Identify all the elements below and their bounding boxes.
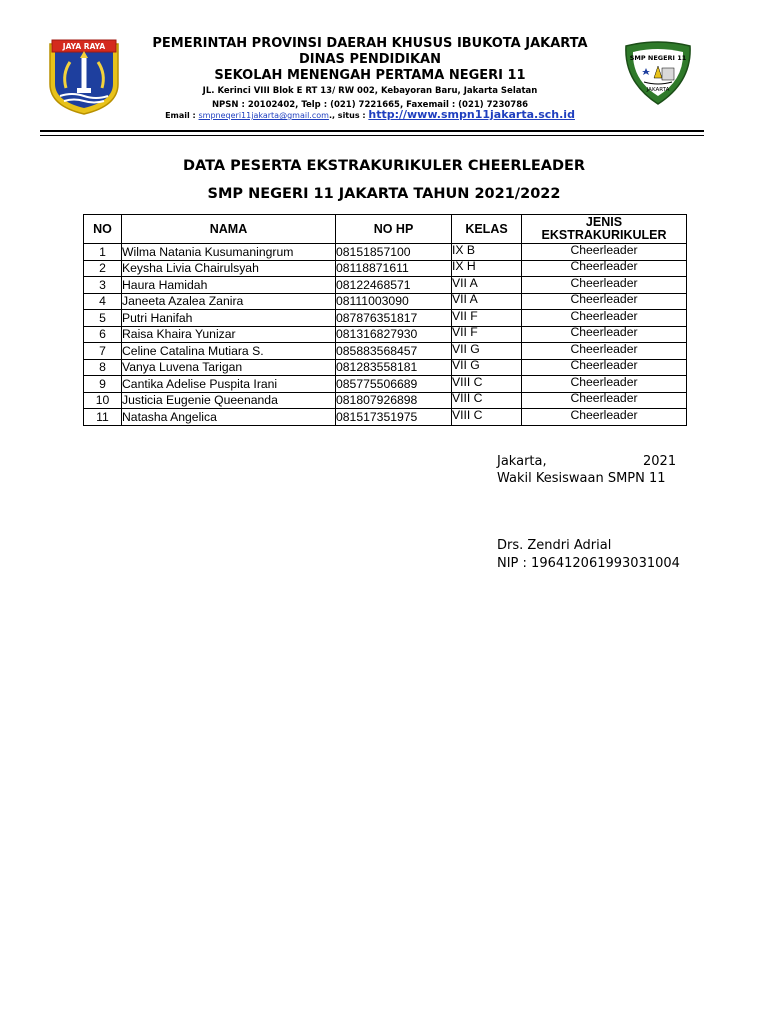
jenis-value: Cheerleader — [570, 341, 638, 356]
cell-kelas — [452, 293, 522, 310]
cell-hp: 081316827930 — [336, 326, 452, 343]
table-row — [84, 277, 687, 294]
header-jenis-line1: JENIS — [585, 215, 623, 229]
jenis-value: Cheerleader — [570, 374, 638, 389]
cell-kelas — [452, 326, 522, 343]
cell-jenis — [522, 326, 687, 343]
cell-kelas — [452, 277, 522, 294]
cell-no: 8 — [84, 359, 122, 376]
cell-nama: Haura Hamidah — [122, 277, 336, 294]
header-jenis-line2: EKSTRAKURIKULER — [541, 228, 667, 242]
jakarta-crest-logo — [46, 38, 122, 116]
cell-hp: 081283558181 — [336, 359, 452, 376]
cell-nama: Vanya Luvena Tarigan — [122, 359, 336, 376]
table-row — [84, 293, 687, 310]
table-row — [84, 392, 687, 409]
letterhead-email-site — [118, 108, 622, 121]
jenis-value: Cheerleader — [570, 308, 638, 323]
school-logo-bottom-text: JAKARTA — [646, 87, 670, 93]
participants-table — [83, 214, 687, 426]
jenis-value: Cheerleader — [570, 242, 638, 257]
cell-kelas — [452, 310, 522, 327]
kelas-value: VII A — [452, 292, 478, 307]
cell-kelas — [452, 376, 522, 393]
cell-hp: 08118871611 — [336, 260, 452, 277]
kelas-value: VII G — [452, 341, 480, 356]
school-logo — [622, 38, 694, 106]
cell-hp: 081517351975 — [336, 409, 452, 426]
kelas-value: VII A — [452, 275, 478, 290]
jenis-value: Cheerleader — [570, 391, 638, 406]
table-row — [84, 376, 687, 393]
cell-kelas — [452, 359, 522, 376]
kelas-value: VII F — [452, 308, 478, 323]
cell-jenis — [522, 260, 687, 277]
cell-jenis — [522, 244, 687, 261]
jenis-value: Cheerleader — [570, 325, 638, 340]
cell-jenis — [522, 409, 687, 426]
table-row — [84, 310, 687, 327]
kelas-value: VIII C — [452, 407, 483, 422]
cell-jenis — [522, 392, 687, 409]
cell-kelas — [452, 392, 522, 409]
cell-no: 11 — [84, 409, 122, 426]
kelas-value: IX H — [452, 259, 476, 274]
cell-nama: Putri Hanifah — [122, 310, 336, 327]
cell-jenis — [522, 343, 687, 360]
cell-jenis — [522, 310, 687, 327]
cell-kelas — [452, 244, 522, 261]
table-header-row — [84, 215, 687, 244]
kelas-value: VIII C — [452, 374, 483, 389]
jenis-value: Cheerleader — [570, 259, 638, 274]
cell-nama: Janeeta Azalea Zanira — [122, 293, 336, 310]
cell-no: 1 — [84, 244, 122, 261]
cell-nama: Justicia Eugenie Queenanda — [122, 392, 336, 409]
crest-banner-text: JAYA RAYA — [62, 42, 106, 51]
cell-hp: 08122468571 — [336, 277, 452, 294]
header-jenis — [522, 215, 687, 244]
cell-no: 6 — [84, 326, 122, 343]
table-row — [84, 326, 687, 343]
table-row — [84, 409, 687, 426]
email-label: Email : — [165, 111, 199, 120]
cell-hp: 08151857100 — [336, 244, 452, 261]
cell-no: 7 — [84, 343, 122, 360]
cell-jenis — [522, 277, 687, 294]
signature-place: Jakarta, — [497, 454, 547, 469]
table-row — [84, 343, 687, 360]
site-label: ., situs : — [328, 111, 369, 120]
jenis-value: Cheerleader — [570, 275, 638, 290]
cell-nama: Keysha Livia Chairulsyah — [122, 260, 336, 277]
cell-jenis — [522, 376, 687, 393]
cell-hp: 085883568457 — [336, 343, 452, 360]
letterhead-divider-thick — [40, 130, 704, 132]
table-row — [84, 244, 687, 261]
cell-no: 2 — [84, 260, 122, 277]
jenis-value: Cheerleader — [570, 407, 638, 422]
cell-jenis — [522, 359, 687, 376]
cell-hp: 085775506689 — [336, 376, 452, 393]
cell-nama: Celine Catalina Mutiara S. — [122, 343, 336, 360]
letterhead-address: JL. Kerinci VIII Blok E RT 13/ RW 002, Kebayoran Baru, Jakarta Selatan — [202, 86, 538, 96]
cell-nama: Wilma Natania Kusumaningrum — [122, 244, 336, 261]
cell-hp: 081807926898 — [336, 392, 452, 409]
table-row — [84, 359, 687, 376]
document-title: DATA PESERTA EKSTRAKURIKULER CHEERLEADER — [182, 158, 586, 174]
cell-no: 10 — [84, 392, 122, 409]
header-hp: NO HP — [336, 215, 452, 244]
cell-jenis — [522, 293, 687, 310]
cell-no: 3 — [84, 277, 122, 294]
cell-kelas — [452, 260, 522, 277]
jenis-value: Cheerleader — [570, 358, 638, 373]
cell-kelas — [452, 343, 522, 360]
cell-no: 5 — [84, 310, 122, 327]
letterhead-department: DINAS PENDIDIKAN — [298, 52, 442, 67]
email-link[interactable]: smpneqeri11jakarta@gmail.com — [198, 111, 329, 120]
signature-name: Drs. Zendri Adrial — [497, 538, 612, 553]
document-subtitle: SMP NEGERI 11 JAKARTA TAHUN 2021/2022 — [207, 186, 561, 202]
letterhead-contact: NPSN : 20102402, Telp : (021) 7221665, Faxemail : (021) 7230786 — [211, 100, 529, 110]
header-kelas: KELAS — [452, 215, 522, 244]
table-row — [84, 260, 687, 277]
header-nama: NAMA — [122, 215, 336, 244]
cell-nama: Natasha Angelica — [122, 409, 336, 426]
cell-kelas — [452, 409, 522, 426]
cell-nama: Cantika Adelise Puspita Irani — [122, 376, 336, 393]
signature-nip: NIP : 196412061993031004 — [497, 556, 680, 571]
signature-year: 2021 — [643, 454, 677, 469]
website-link[interactable]: http://www.smpn11jakarta.sch.id — [368, 108, 575, 121]
cell-nama: Raisa Khaira Yunizar — [122, 326, 336, 343]
letterhead-government: PEMERINTAH PROVINSI DAERAH KHUSUS IBUKOTA JAKARTA — [152, 36, 588, 51]
cell-no: 4 — [84, 293, 122, 310]
letterhead-divider-thin — [40, 135, 704, 136]
kelas-value: VII F — [452, 325, 478, 340]
cell-hp: 08111003090 — [336, 293, 452, 310]
cell-no: 9 — [84, 376, 122, 393]
signature-position: Wakil Kesiswaan SMPN 11 — [497, 471, 666, 486]
school-logo-top-text: SMP NEGERI 11 — [629, 54, 687, 62]
kelas-value: IX B — [452, 242, 476, 257]
jenis-value: Cheerleader — [570, 292, 638, 307]
header-no: NO — [84, 215, 122, 244]
cell-hp: 087876351817 — [336, 310, 452, 327]
kelas-value: VII G — [452, 358, 480, 373]
signature-place-date — [497, 454, 677, 469]
letterhead-school-name: SEKOLAH MENENGAH PERTAMA NEGERI 11 — [214, 68, 526, 83]
kelas-value: VIII C — [452, 391, 483, 406]
